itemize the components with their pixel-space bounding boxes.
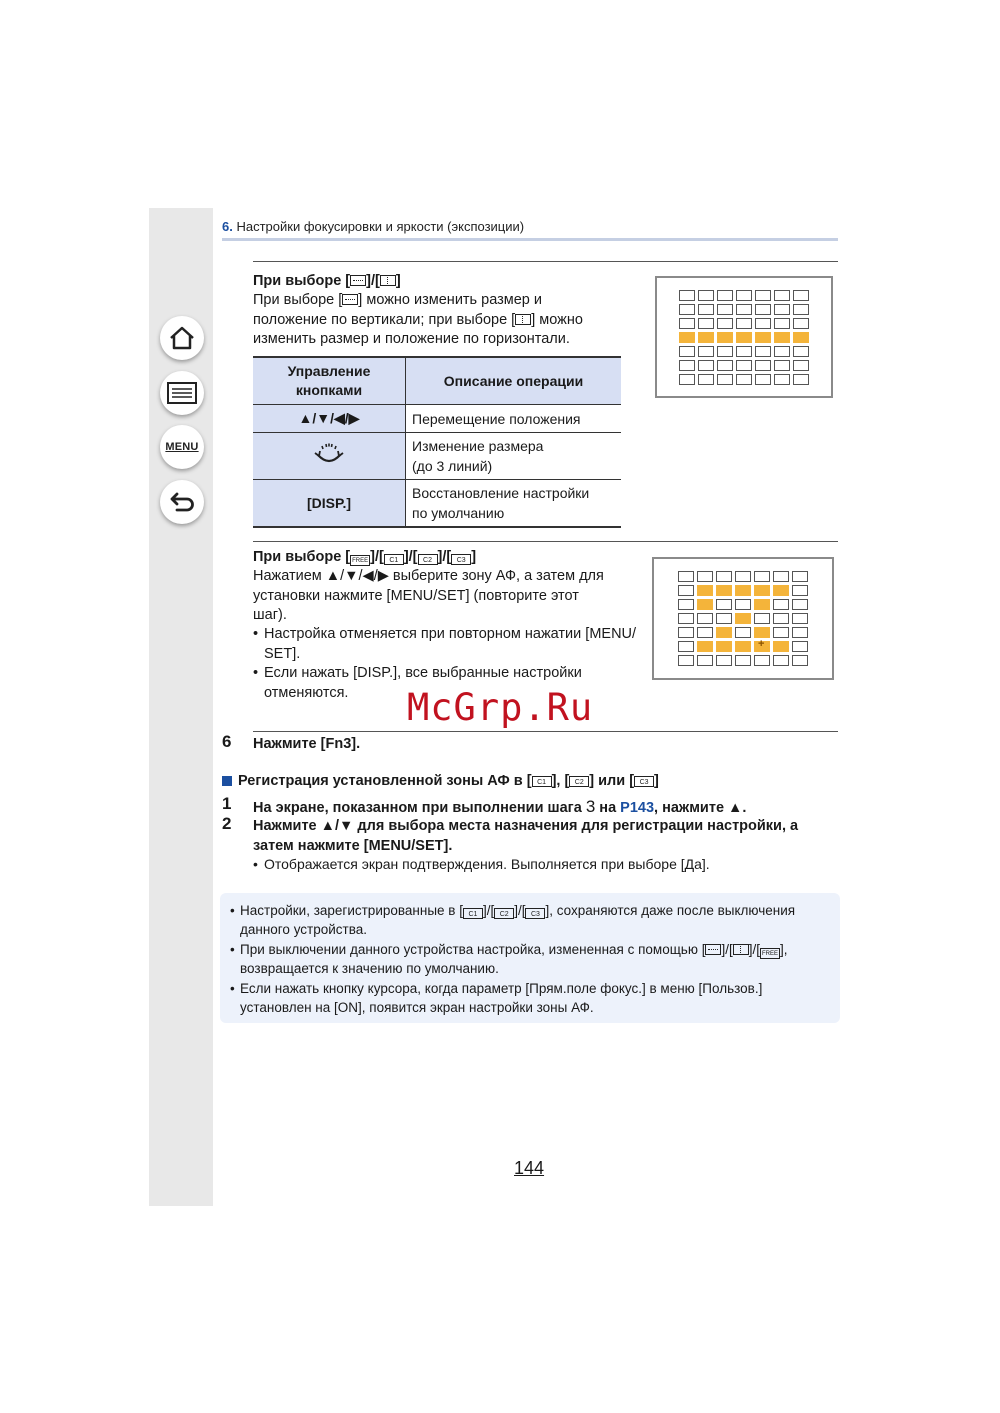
- af-grid-cell: [679, 346, 695, 357]
- chapter-title: Настройки фокусировки и яркости (экспозиции): [236, 219, 525, 234]
- af-grid-cell: [754, 641, 770, 652]
- af-grid-cell: [754, 655, 770, 666]
- af-grid-cell: [698, 332, 714, 343]
- af-grid-cell: [774, 304, 790, 315]
- custom1-icon: C1: [463, 908, 483, 919]
- af-grid-cell: [736, 360, 752, 371]
- af-grid-cell: [792, 655, 808, 666]
- af-grid-cell: [773, 599, 789, 610]
- home-button[interactable]: [160, 316, 204, 360]
- section1-description: При выборе [ ] можно изменить размер и положение по вертикали; при выборе [ ] можно изменить размер и положение по горизонтали.: [253, 292, 583, 347]
- note-item: • При выключении данного устройства настройка, измененная с помощью [ ]/[ ]/[ FREE ], возвращается к значению по умолчанию.: [230, 942, 788, 976]
- af-grid-cell: [679, 318, 695, 329]
- af-grid-cell: [754, 571, 770, 582]
- af-grid-cell: [679, 374, 695, 385]
- af-grid-cell: [697, 613, 713, 624]
- af-grid-cell: [754, 627, 770, 638]
- key-control-dial: [253, 433, 406, 480]
- af-grid-cell: [735, 599, 751, 610]
- af-grid-cell: [716, 641, 732, 652]
- af-grid-cell: [679, 304, 695, 315]
- vertical-area-icon: [350, 275, 366, 286]
- af-grid-cell: [774, 290, 790, 301]
- af-grid-cell: [755, 360, 771, 371]
- af-grid-cell: [736, 290, 752, 301]
- af-grid-cell: [697, 627, 713, 638]
- custom2-icon: C2: [418, 554, 438, 565]
- step-text: Нажмите [Fn3].: [253, 736, 361, 752]
- chapter-number: 6.: [222, 219, 233, 234]
- af-grid-cell: [697, 655, 713, 666]
- af-zone-horizontal-illustration: [655, 276, 833, 398]
- af-grid-cell: [774, 346, 790, 357]
- step-text: На экране, показанном при выполнении шага 3 на P143, нажмите ▲.: [253, 797, 747, 816]
- af-grid-cell: [755, 318, 771, 329]
- vertical-area-icon: [705, 944, 721, 955]
- divider: [253, 731, 838, 732]
- af-grid-cell: [735, 641, 751, 652]
- af-grid-cell: [773, 627, 789, 638]
- key-cursor-buttons: ▲/▼/◀/▶: [253, 405, 406, 433]
- af-grid-cell: [697, 571, 713, 582]
- af-grid-cell: [698, 290, 714, 301]
- key-disp-button: [DISP.]: [253, 480, 406, 528]
- section-marker-icon: [222, 776, 232, 786]
- section2-title: При выборе [ FREE ]/[ C1 ]/[ C2 ]/[ C3 ]: [253, 549, 477, 565]
- table-row: [253, 405, 621, 433]
- af-grid-cell: [755, 332, 771, 343]
- af-grid-cell: [717, 332, 733, 343]
- desc-cell: Перемещение положения: [406, 405, 622, 433]
- af-grid-cell: [774, 318, 790, 329]
- watermark: McGrp.Ru: [407, 686, 594, 729]
- af-grid-cell: [773, 655, 789, 666]
- af-grid-cell: [679, 290, 695, 301]
- back-button[interactable]: [160, 480, 204, 524]
- af-grid-cell: [755, 290, 771, 301]
- af-grid-cell: [735, 655, 751, 666]
- menu-button[interactable]: [160, 425, 204, 469]
- af-grid-cell: [754, 585, 770, 596]
- af-grid-cell: [755, 346, 771, 357]
- custom3-icon: C3: [525, 908, 545, 919]
- af-grid-cell: [735, 613, 751, 624]
- af-grid-cell: [735, 627, 751, 638]
- operations-table: [253, 356, 621, 528]
- af-grid-cell: [698, 346, 714, 357]
- af-grid-cell: [793, 374, 809, 385]
- af-grid-cell: [678, 627, 694, 638]
- af-grid-cell: [679, 332, 695, 343]
- af-grid-cell: [735, 571, 751, 582]
- table-row: [253, 433, 621, 480]
- af-grid: [679, 290, 809, 385]
- af-grid-cell: [698, 304, 714, 315]
- af-grid-cell: [755, 304, 771, 315]
- af-grid-cell: [793, 318, 809, 329]
- registration-section-title: Регистрация установленной зоны АФ в [ C1 ], [ C2 ] или [ C3 ]: [222, 773, 659, 789]
- home-icon: [169, 326, 195, 350]
- control-dial-icon: [312, 443, 346, 467]
- horizontal-area-icon: [733, 944, 749, 955]
- step-text: Нажмите ▲/▼ для выбора места назначения для регистрации настройки, а затем нажмите [MENU/SET].: [253, 818, 799, 854]
- desc-cell: Изменение размера (до 3 линий): [406, 433, 622, 480]
- af-grid-cell: [716, 599, 732, 610]
- af-grid-cell: [716, 627, 732, 638]
- page-number: 144: [514, 1158, 545, 1178]
- custom1-icon: C1: [532, 776, 552, 787]
- desc-cell: Восстановление настройки по умолчанию: [406, 480, 622, 528]
- af-grid-cell: [793, 346, 809, 357]
- af-grid-cell: [717, 346, 733, 357]
- af-grid-cell: [736, 318, 752, 329]
- af-grid-cell: [792, 627, 808, 638]
- af-grid-cell: [754, 599, 770, 610]
- af-grid-cell: [792, 599, 808, 610]
- section2-bullet-2: • Если нажать [DISP.], все выбранные настройки отменяются.: [253, 665, 582, 701]
- af-grid-cell: [736, 332, 752, 343]
- step-bullet: • Отображается экран подтверждения. Выполняется при выборе [Да].: [253, 856, 710, 872]
- af-grid-cell: [774, 360, 790, 371]
- free-mode-icon: FREE: [760, 948, 780, 959]
- custom2-icon: C2: [569, 776, 589, 787]
- custom3-icon: C3: [451, 554, 471, 565]
- af-grid-cell: [755, 374, 771, 385]
- contents-button[interactable]: [160, 371, 204, 415]
- af-grid-cell: [717, 360, 733, 371]
- af-grid-cell: [698, 374, 714, 385]
- af-zone-free-illustration: [652, 557, 834, 680]
- horizontal-area-icon: [515, 314, 531, 325]
- step-number: 2: [222, 814, 232, 833]
- af-grid-cell: [716, 655, 732, 666]
- divider: [253, 261, 838, 262]
- divider: [253, 541, 838, 542]
- menu-label: MENU: [165, 441, 199, 453]
- table-row: [253, 480, 621, 528]
- table-header-buttons: Управление кнопками: [253, 357, 406, 405]
- vertical-area-icon: [342, 294, 358, 305]
- af-grid-cell: [717, 304, 733, 315]
- af-grid-cell: [754, 613, 770, 624]
- af-grid-cell: [697, 599, 713, 610]
- af-grid-cell: [678, 641, 694, 652]
- notes-box: [220, 893, 840, 1023]
- af-grid-cell: [717, 318, 733, 329]
- af-grid-cell: [792, 613, 808, 624]
- af-grid-cell: [792, 585, 808, 596]
- af-grid-cell: [792, 571, 808, 582]
- custom2-icon: C2: [494, 908, 514, 919]
- section2-description: Нажатием ▲/▼/◀/▶ выберите зону АФ, а затем для установки нажмите [MENU/SET] (повторите этот шаг).: [253, 568, 604, 623]
- step-number: 1: [222, 794, 232, 813]
- af-grid-cell: [792, 641, 808, 652]
- note-item: • Настройки, зарегистрированные в [ C1 ]/[ C2 ]/[ C3 ], сохраняются даже после выключения данного устройства.: [230, 903, 796, 937]
- af-grid-cell: [736, 374, 752, 385]
- af-grid-cell: [773, 641, 789, 652]
- af-grid-cell: [793, 304, 809, 315]
- af-grid-cell: [716, 613, 732, 624]
- custom1-icon: C1: [384, 554, 404, 565]
- free-mode-icon: FREE: [350, 555, 370, 566]
- af-grid-cell: [793, 332, 809, 343]
- horizontal-area-icon: [380, 275, 396, 286]
- af-grid-cell: [774, 374, 790, 385]
- af-grid-cell: [678, 613, 694, 624]
- af-grid-cell: [773, 613, 789, 624]
- af-grid-cell: [793, 290, 809, 301]
- header-divider: [222, 238, 838, 241]
- af-grid-cell: [736, 304, 752, 315]
- section2-bullet-1: • Настройка отменяется при повторном нажатии [MENU/ SET].: [253, 626, 637, 662]
- af-grid-cell: [678, 599, 694, 610]
- af-grid-cell: [717, 374, 733, 385]
- af-grid-cell: [679, 360, 695, 371]
- note-item: • Если нажать кнопку курсора, когда параметр [Прям.поле фокус.] в меню [Пользов.] установлен на [ON], появится экран настройки зоны АФ.: [230, 981, 763, 1015]
- page-link[interactable]: P143: [620, 800, 655, 816]
- af-grid-cell: [773, 571, 789, 582]
- list-icon: [167, 382, 197, 404]
- af-grid-cell: [716, 585, 732, 596]
- section1-title: При выборе [ ]/[ ]: [253, 273, 401, 289]
- af-grid-cell: [697, 585, 713, 596]
- af-grid-cell: [678, 585, 694, 596]
- af-grid-cell: [793, 360, 809, 371]
- af-grid-cell: [735, 585, 751, 596]
- af-grid-cell: [773, 585, 789, 596]
- step-number: 6: [222, 732, 232, 751]
- af-grid-cell: [678, 571, 694, 582]
- af-grid-cell: [717, 290, 733, 301]
- af-grid-cell: [716, 571, 732, 582]
- table-header-description: Описание операции: [406, 357, 622, 405]
- chapter-header: [222, 219, 524, 234]
- af-grid-cell: [736, 346, 752, 357]
- custom3-icon: C3: [634, 776, 654, 787]
- back-arrow-icon: [169, 491, 195, 513]
- af-grid: [678, 571, 808, 666]
- af-grid-cell: [698, 318, 714, 329]
- af-grid-cell: [678, 655, 694, 666]
- af-grid-cell: [698, 360, 714, 371]
- af-grid-cell: [697, 641, 713, 652]
- af-grid-cell: [774, 332, 790, 343]
